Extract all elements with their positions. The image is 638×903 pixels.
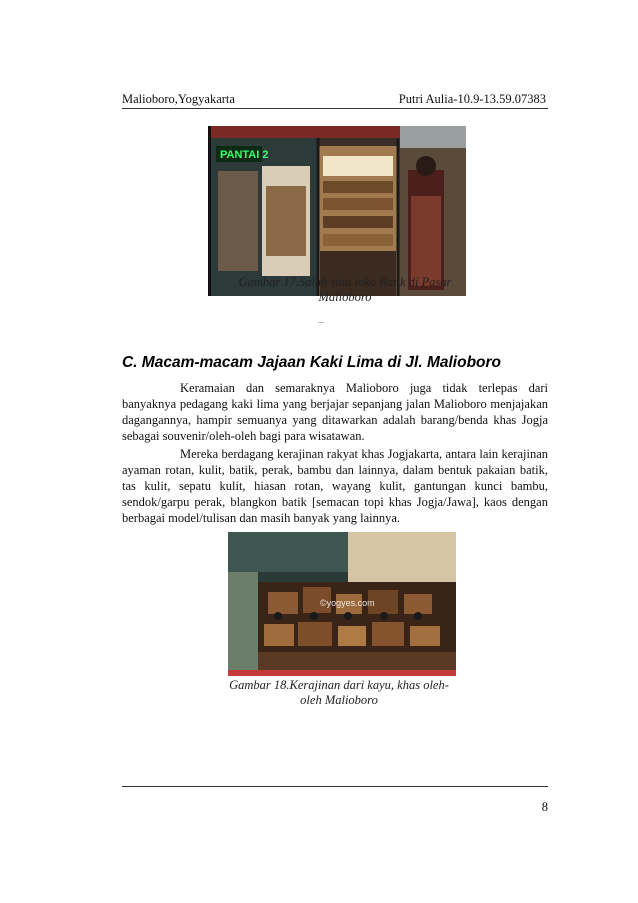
- figure-18-caption: Gambar 18.Kerajinan dari kayu, khas oleh-oleh Malioboro: [229, 678, 449, 707]
- section-title: C. Macam-macam Jajaan Kaki Lima di Jl. Malioboro: [122, 354, 502, 371]
- header-rule: [122, 108, 548, 109]
- shop-neon-sign: PANTAI 2: [220, 149, 269, 161]
- page-number: 8: [541, 800, 548, 814]
- wood-crafts-photo: [228, 532, 456, 676]
- paragraph-2: [122, 446, 548, 526]
- paragraph-1-text: Keramaian dan semaraknya Malioboro juga tidak terlepas dari banyaknya pedagang kaki lima yang berjajar sepanjang jalan Malioboro menjajakan dagangannya, hampir semuanya yang ditawarkan adalah barang/benda khas Jogja sebagai souvenir/oleh-oleh bagi para wisatawan.: [122, 381, 548, 443]
- paragraph-1: [122, 380, 548, 444]
- paragraph-2-text: Mereka berdagang kerajinan rakyat khas Jogjakarta, antara lain kerajinan ayaman rotan, kulit, batik, perak, bambu dan lainnya, dalam bentuk pakaian batik, tas kulit, sepatu kulit, hiasan rotan, wayang kulit, gantungan kunci bambu, sendok/garpu perak, blangkon batik [semacan topi khas Jogja/Jawa], kaos dengan berbagai model/tulisan dan masih banyak yang lainnya.: [122, 447, 548, 525]
- figure-17-caption: Gambar 17.Salah satu toko Batik di Pasar Malioboro: [238, 275, 452, 304]
- photo-watermark: ©yogyes.com: [320, 598, 375, 608]
- footer-rule: [122, 786, 548, 787]
- header-right-text: Putri Aulia-10.9-13.59.07383: [398, 92, 546, 106]
- header-left-text: Malioboro,Yogyakarta: [122, 92, 235, 106]
- figure-17-mark: ...: [318, 316, 324, 325]
- batik-shop-photo: [208, 126, 466, 296]
